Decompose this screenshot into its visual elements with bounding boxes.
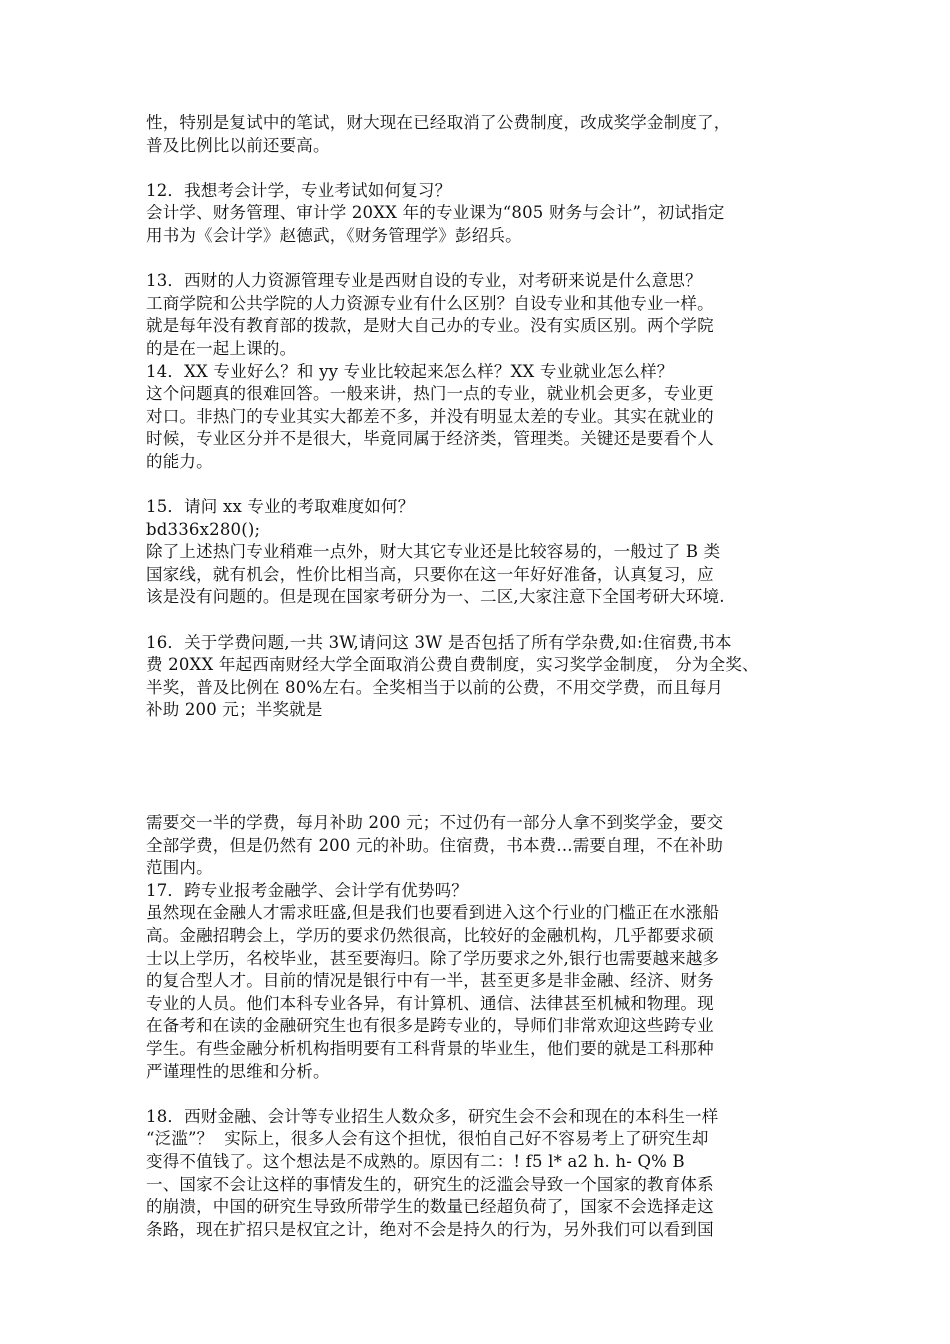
text-line: 学生。有些金融分析机构指明要有工科背景的毕业生，他们要的就是工科那种 [146,1038,714,1058]
text-line: 全部学费，但是仍然有 200 元的补助。住宿费，书本费...需要自理，不在补助 [146,835,724,855]
question-heading: 13．西财的人力资源管理专业是西财自设的专业，对考研来说是什么意思？ [146,271,702,291]
text-line: 对口。非热门的专业其实大都差不多，并没有明显太差的专业。其实在就业的 [146,406,714,426]
question-heading: 16．关于学费问题,一共 3W,请问这 3W 是否包括了所有学杂费,如:住宿费,书本 [146,632,732,652]
text-line: 补助 200 元；半奖就是 [146,700,323,720]
text-line: 需要交一半的学费，每月补助 200 元；不过仍有一部分人拿不到奖学金，要交 [146,813,724,833]
text-line: 国家线，就有机会，性价比相当高，只要你在这一年好好准备，认真复习，应 [146,564,714,584]
text-line: 专业的人员。他们本科专业各异，有计算机、通信、法律甚至机械和物理。现 [146,993,714,1013]
text-line: 会计学、财务管理、审计学 20XX 年的专业课为“805 财务与会计”，初试指定 [146,203,725,223]
text-line: 的是在一起上课的。 [146,338,297,358]
paragraph-q16-cont-q17 [146,812,826,1083]
text-line: 除了上述热门专业稍难一点外，财大其它专业还是比较容易的，一般过了 B 类 [146,542,721,562]
text-line: 范围内。 [146,858,213,878]
text-line: 该是没有问题的。但是现在国家考研分为一、二区,大家注意下全国考研大环境. [146,587,725,607]
text-line: 就是每年没有教育部的拨款，是财大自己办的专业。没有实质区别。两个学院 [146,316,714,336]
paragraph-q12 [146,180,826,248]
paragraph-q18 [146,1106,826,1242]
paragraph-spacer [146,1083,826,1106]
text-line: 条路，现在扩招只是权宜之计，绝对不会是持久的行为，另外我们可以看到国 [146,1219,714,1239]
text-line: 半奖，普及比例在 80%左右。全奖相当于以前的公费，不用交学费，而且每月 [146,677,724,697]
text-line: 性，特别是复试中的笔试，财大现在已经取消了公费制度，改成奖学金制度了， [146,113,731,132]
text-line: 严谨理性的思维和分析。 [146,1061,330,1081]
paragraph-intro [146,112,826,157]
text-line: 工商学院和公共学院的人力资源专业有什么区别？自设专业和其他专业一样。 [146,293,714,313]
question-heading: 15．请问 xx 专业的考取难度如何？ [146,497,415,517]
paragraph-q15 [146,496,826,609]
text-line: 高。金融招聘会上，学历的要求仍然很高，比较好的金融机构，几乎都要求硕 [146,926,714,945]
text-line: 这个问题真的很难回答。一般来讲，热门一点的专业，就业机会更多，专业更 [146,384,714,404]
question-heading: 14．XX 专业好么？和 yy 专业比较起来怎么样？XX 专业就业怎么样？ [146,361,674,381]
text-line: “泛滥”？ 实际上，很多人会有这个担忧，很怕自己好不容易考上了研究生却 [146,1129,709,1149]
question-heading: 18．西财金融、会计等专业招生人数众多，研究生会不会和现在的本科生一样 [146,1106,719,1126]
text-line: 普及比例比以前还要高。 [146,135,330,155]
question-heading: 12．我想考会计学，专业考试如何复习？ [146,180,452,200]
text-line: 虽然现在金融人才需求旺盛,但是我们也要看到进入这个行业的门槛正在水涨船 [146,903,720,923]
paragraph-q13-q14 [146,270,826,473]
text-line: 的复合型人才。目前的情况是银行中有一半，甚至更多是非金融、经济、财务 [146,971,714,991]
text-line: 的崩溃，中国的研究生导致所带学生的数量已经超负荷了，国家不会选择走这 [146,1197,714,1217]
text-line: 时候，专业区分并不是很大，毕竟同属于经济类，管理类。关键还是要看个人 [146,429,714,449]
text-line: 在备考和在读的金融研究生也有很多是跨专业的，导师们非常欢迎这些跨专业 [146,1016,714,1036]
text-line: 的能力。 [146,451,213,471]
text-line: 用书为《会计学》赵德武，《财务管理学》彭绍兵。 [146,225,522,245]
text-line: 士以上学历，名校毕业，甚至要海归。除了学历要求之外,银行也需要越来越多 [146,948,720,968]
text-line: 一、国家不会让这样的事情发生的，研究生的泛滥会导致一个国家的教育体系 [146,1174,714,1194]
paragraph-spacer [146,609,826,632]
paragraph-spacer [146,157,826,180]
paragraph-spacer [146,248,826,271]
page-break-spacer [146,722,826,812]
question-heading: 17．跨专业报考金融学、会计学有优势吗？ [146,880,468,900]
paragraph-q16 [146,632,826,722]
text-line: bd336x280(); [146,519,261,539]
paragraph-spacer [146,474,826,497]
text-line: 变得不值钱了。这个想法是不成熟的。原因有二：! f5 l* a2 h. h- Q% B [146,1151,685,1171]
text-line: 费 20XX 年起西南财经大学全面取消公费自费制度，实习奖学金制度， 分为全奖、 [146,655,759,675]
document-page [146,112,826,1241]
